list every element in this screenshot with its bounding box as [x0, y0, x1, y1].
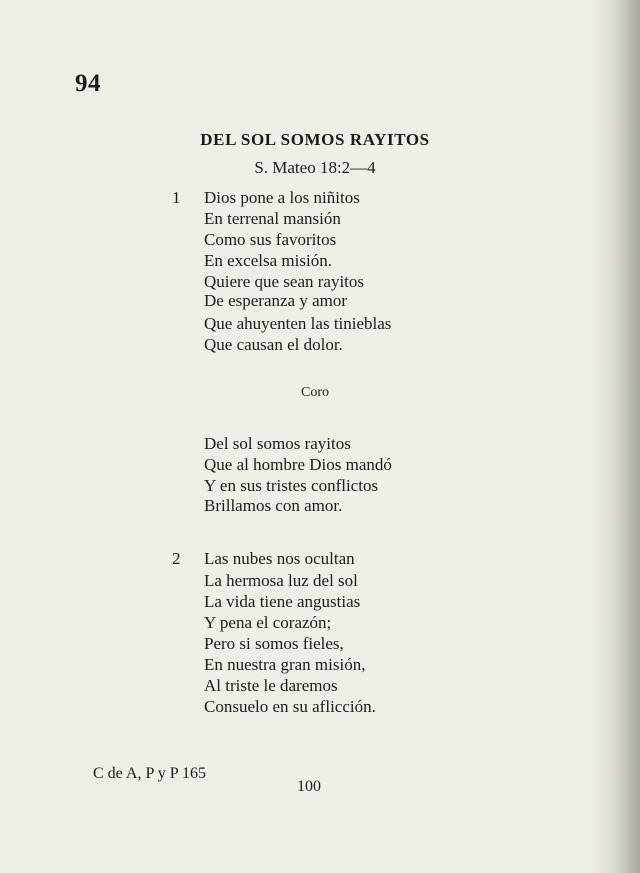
chorus-label: Coro	[301, 385, 329, 400]
stanza-2-line-1: Las nubes nos ocultan	[204, 549, 355, 568]
stanza-1-line-1: Dios pone a los niñitos	[204, 188, 360, 207]
chorus-line-4: Brillamos con amor.	[204, 496, 343, 515]
page-number: 100	[297, 778, 321, 795]
hymn-number: 94	[75, 70, 101, 97]
stanza-1-line-7: Que ahuyenten las tinieblas	[204, 314, 392, 333]
stanza-2-line-8: Consuelo en su aflicción.	[204, 697, 376, 716]
chorus-line-2: Que al hombre Dios mandó	[204, 455, 392, 474]
stanza-2-line-6: En nuestra gran misión,	[204, 655, 366, 674]
stanza-1-line-8: Que causan el dolor.	[204, 335, 343, 354]
scripture-reference: S. Mateo 18:2—4	[254, 158, 376, 177]
stanza-2-line-7: Al triste le daremos	[204, 676, 338, 695]
stanza-2-line-4: Y pena el corazón;	[204, 613, 332, 632]
chorus-line-1: Del sol somos rayitos	[204, 434, 351, 453]
stanza-2-line-2: La hermosa luz del sol	[204, 571, 358, 590]
hymn-title: DEL SOL SOMOS RAYITOS	[200, 130, 430, 149]
footer-source: C de A, P y P 165	[93, 765, 207, 782]
stanza-2-line-5: Pero si somos fieles,	[204, 634, 344, 653]
stanza-1-line-4: En excelsa misión.	[204, 251, 332, 270]
stanza-2-line-3: La vida tiene angustias	[204, 592, 361, 611]
stanza-1-number: 1	[172, 188, 181, 207]
stanza-1-line-3: Como sus favoritos	[204, 230, 337, 249]
stanza-2-number: 2	[172, 549, 181, 568]
chorus-line-3: Y en sus tristes conflictos	[204, 476, 379, 495]
stanza-1-line-5: Quiere que sean rayitos	[204, 272, 365, 291]
stanza-1-line-2: En terrenal mansión	[204, 209, 341, 228]
stanza-1-line-6: De esperanza y amor	[204, 291, 348, 310]
